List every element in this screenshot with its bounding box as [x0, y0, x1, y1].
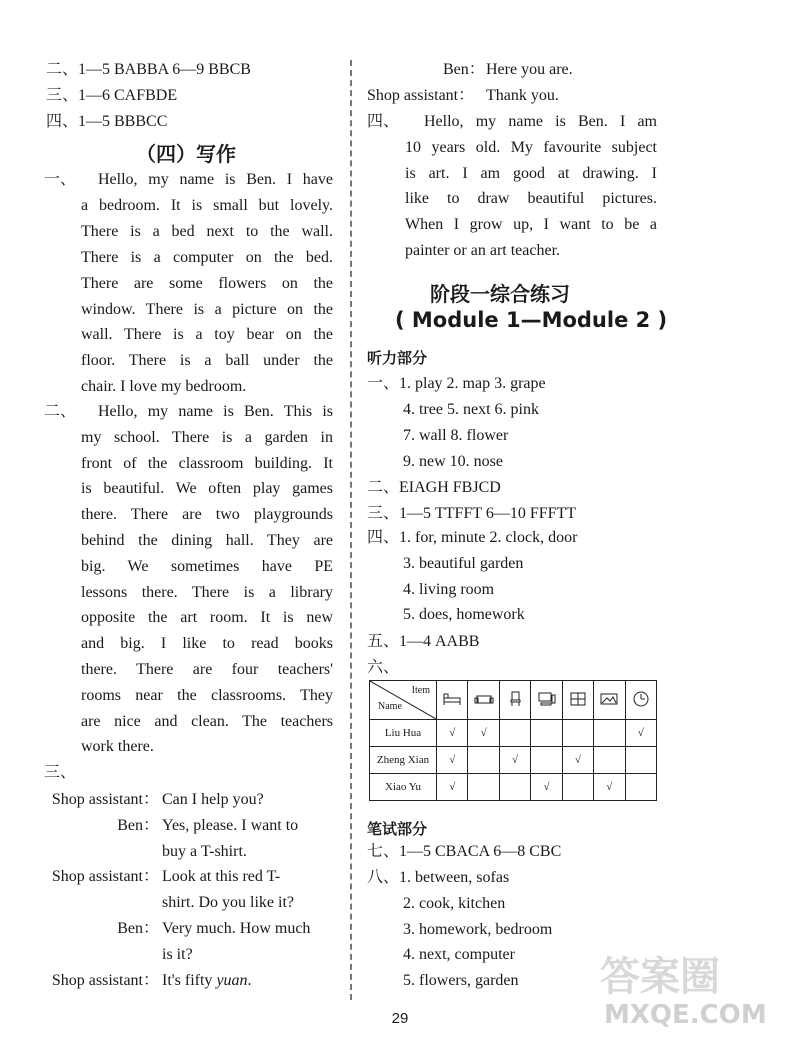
text-line: behind the dining hall. They are [81, 532, 333, 549]
table-row [370, 720, 657, 747]
table-cell: √ [499, 747, 530, 774]
dialog-line: shirt. Do you like it? [162, 894, 294, 912]
paragraph-2-label: 二、 [44, 403, 77, 420]
watermark-url: MXQE.COM [604, 1000, 767, 1030]
text-line: a bedroom. It is small but lovely. [81, 196, 333, 214]
listening-part-6-label: 六、 [367, 659, 400, 676]
window-icon [562, 681, 593, 720]
paragraph-4-label: 四、 [367, 113, 400, 130]
dialog-line: It's fifty yuan. [162, 971, 252, 989]
text-line: 八、1. between, sofas [367, 869, 510, 886]
text-line: 一、1. play 2. map 3. grape [367, 375, 546, 392]
text-line: opposite the art room. It is new [81, 609, 333, 627]
text-line: 2. cook, kitchen [403, 894, 506, 912]
table-header-row [370, 681, 657, 720]
text-line: and big. I like to read books [81, 635, 333, 653]
table-cell: √ [437, 720, 468, 747]
column-divider [350, 60, 352, 1000]
dialog-speaker: Shop assistant： [51, 791, 159, 808]
stage-subtitle: ( Module 1—Module 2 ) [395, 308, 668, 332]
table-cell [468, 747, 499, 774]
text-line: rooms near the classrooms. They [81, 686, 333, 704]
text-line: is art. I am good at drawing. I [405, 164, 657, 182]
text-line: Hello, my name is Ben. This is [98, 403, 333, 420]
text-line: like to draw beautiful pictures. [405, 190, 657, 208]
chair-icon [499, 681, 530, 720]
table-row [370, 747, 657, 774]
answer-line-4: 四、1—5 BBBCC [46, 113, 168, 130]
table-cell: √ [625, 720, 656, 747]
answer-line-3: 三、1—6 CAFBDE [46, 87, 178, 104]
paragraph-1-label: 一、 [44, 171, 77, 188]
watermark-logo: 答案圈 [600, 954, 720, 1000]
text-line: my school. There is a garden in [81, 428, 333, 446]
text-line: is beautiful. We often play games [81, 480, 333, 498]
text-line: chair. I love my bedroom. [81, 378, 247, 396]
computer-icon [531, 681, 562, 720]
text-line: Hello, my name is Ben. I have [98, 171, 333, 188]
table-corner-cell [370, 681, 437, 720]
dialog-line: Yes, please. I want to [162, 816, 299, 834]
listening-section-title: 听力部分 [367, 349, 428, 367]
answer-line-2: 二、1—5 BABBA 6—9 BBCB [46, 61, 251, 78]
table-row-name: Liu Hua [370, 720, 437, 747]
table-cell: √ [468, 720, 499, 747]
written-part-7: 七、1—5 CBACA 6—8 CBC [367, 843, 562, 860]
stage-title: 阶段一综合练习 [430, 282, 570, 306]
dialog-line: is it? [162, 945, 193, 963]
dialog-line: Can I help you? [162, 791, 264, 808]
writing-section-title: （四）写作 [136, 142, 236, 166]
text-line: lessons there. There is a library [81, 583, 333, 601]
text-line: 4. living room [403, 580, 495, 598]
text-line: 4. next, computer [403, 946, 515, 964]
text-line: work there. [81, 738, 154, 756]
text-line: When I grow up, I want to be a [405, 216, 657, 234]
table-cell [594, 720, 625, 747]
table-cell [499, 774, 530, 801]
listening-part-2: 二、EIAGH FBJCD [367, 479, 501, 496]
written-section-title: 笔试部分 [367, 820, 428, 838]
dialog-line: Here you are. [486, 61, 573, 78]
table-cell [499, 720, 530, 747]
page-number: 29 [391, 1010, 409, 1027]
text-line: Hello, my name is Ben. I am [424, 113, 657, 130]
text-line: painter or an art teacher. [405, 242, 561, 259]
text-line: 5. does, homework [403, 606, 525, 624]
table-cell [562, 720, 593, 747]
text-line: 10 years old. My favourite subject [405, 138, 657, 156]
sofa-icon [468, 681, 499, 720]
table-cell [594, 747, 625, 774]
table-cell: √ [562, 747, 593, 774]
table-cell: √ [531, 774, 562, 801]
table-cell [531, 747, 562, 774]
table-cell [562, 774, 593, 801]
table-cell [625, 747, 656, 774]
paragraph-3-label: 三、 [44, 764, 77, 781]
picture-icon [594, 681, 625, 720]
dialog-speaker: Shop assistant： [367, 87, 475, 104]
table-cell [531, 720, 562, 747]
text-line: wall. There is a toy bear on the [81, 326, 333, 344]
answer-table [369, 680, 657, 801]
table-cell: √ [594, 774, 625, 801]
text-line: window. There is a picture on the [81, 300, 333, 318]
bed-icon [437, 681, 468, 720]
dialog-speaker: Ben： [117, 920, 159, 937]
table-header-name: Name [378, 701, 402, 712]
table-row-name: Zheng Xian [370, 747, 437, 774]
text-line: There are some flowers on the [81, 274, 333, 292]
listening-part-5: 五、1—4 AABB [367, 633, 480, 650]
table-row [370, 774, 657, 801]
dialog-speaker: Ben： [117, 816, 159, 834]
text-line: big. We sometimes have PE [81, 557, 333, 575]
dialog-line: Thank you. [486, 87, 559, 104]
table-cell [468, 774, 499, 801]
table-cell [625, 774, 656, 801]
dialog-speaker: Ben： [443, 61, 485, 78]
table-cell: √ [437, 774, 468, 801]
text-line: There is a bed next to the wall. [81, 222, 333, 240]
text-line: there. There are four teachers' [81, 661, 333, 678]
table-row-name: Xiao Yu [370, 774, 437, 801]
text-line: 4. tree 5. next 6. pink [403, 401, 539, 418]
dialog-speaker: Shop assistant： [51, 971, 159, 989]
table-cell: √ [437, 747, 468, 774]
text-line: 3. homework, bedroom [403, 920, 553, 938]
text-line: there. There are two playgrounds [81, 506, 333, 524]
text-line: 9. new 10. nose [403, 453, 503, 470]
text-line: 四、1. for, minute 2. clock, door [367, 529, 578, 546]
text-line: 7. wall 8. flower [403, 427, 509, 444]
text-line: 3. beautiful garden [403, 554, 524, 572]
table-header-item: Item [411, 685, 430, 696]
text-line: There is a computer on the bed. [81, 248, 333, 266]
text-line: are nice and clean. The teachers [81, 712, 333, 730]
dialog-speaker: Shop assistant： [51, 868, 159, 886]
text-line: floor. There is a ball under the [81, 352, 333, 370]
text-line: 5. flowers, garden [403, 972, 519, 990]
text-line: front of the classroom building. It [81, 454, 333, 472]
dialog-line: buy a T-shirt. [162, 842, 247, 860]
dialog-line: Look at this red T- [162, 868, 281, 886]
dialog-line: Very much. How much [162, 920, 311, 937]
clock-icon [625, 681, 656, 720]
listening-part-3: 三、1—5 TTFFT 6—10 FFFTT [367, 505, 577, 522]
